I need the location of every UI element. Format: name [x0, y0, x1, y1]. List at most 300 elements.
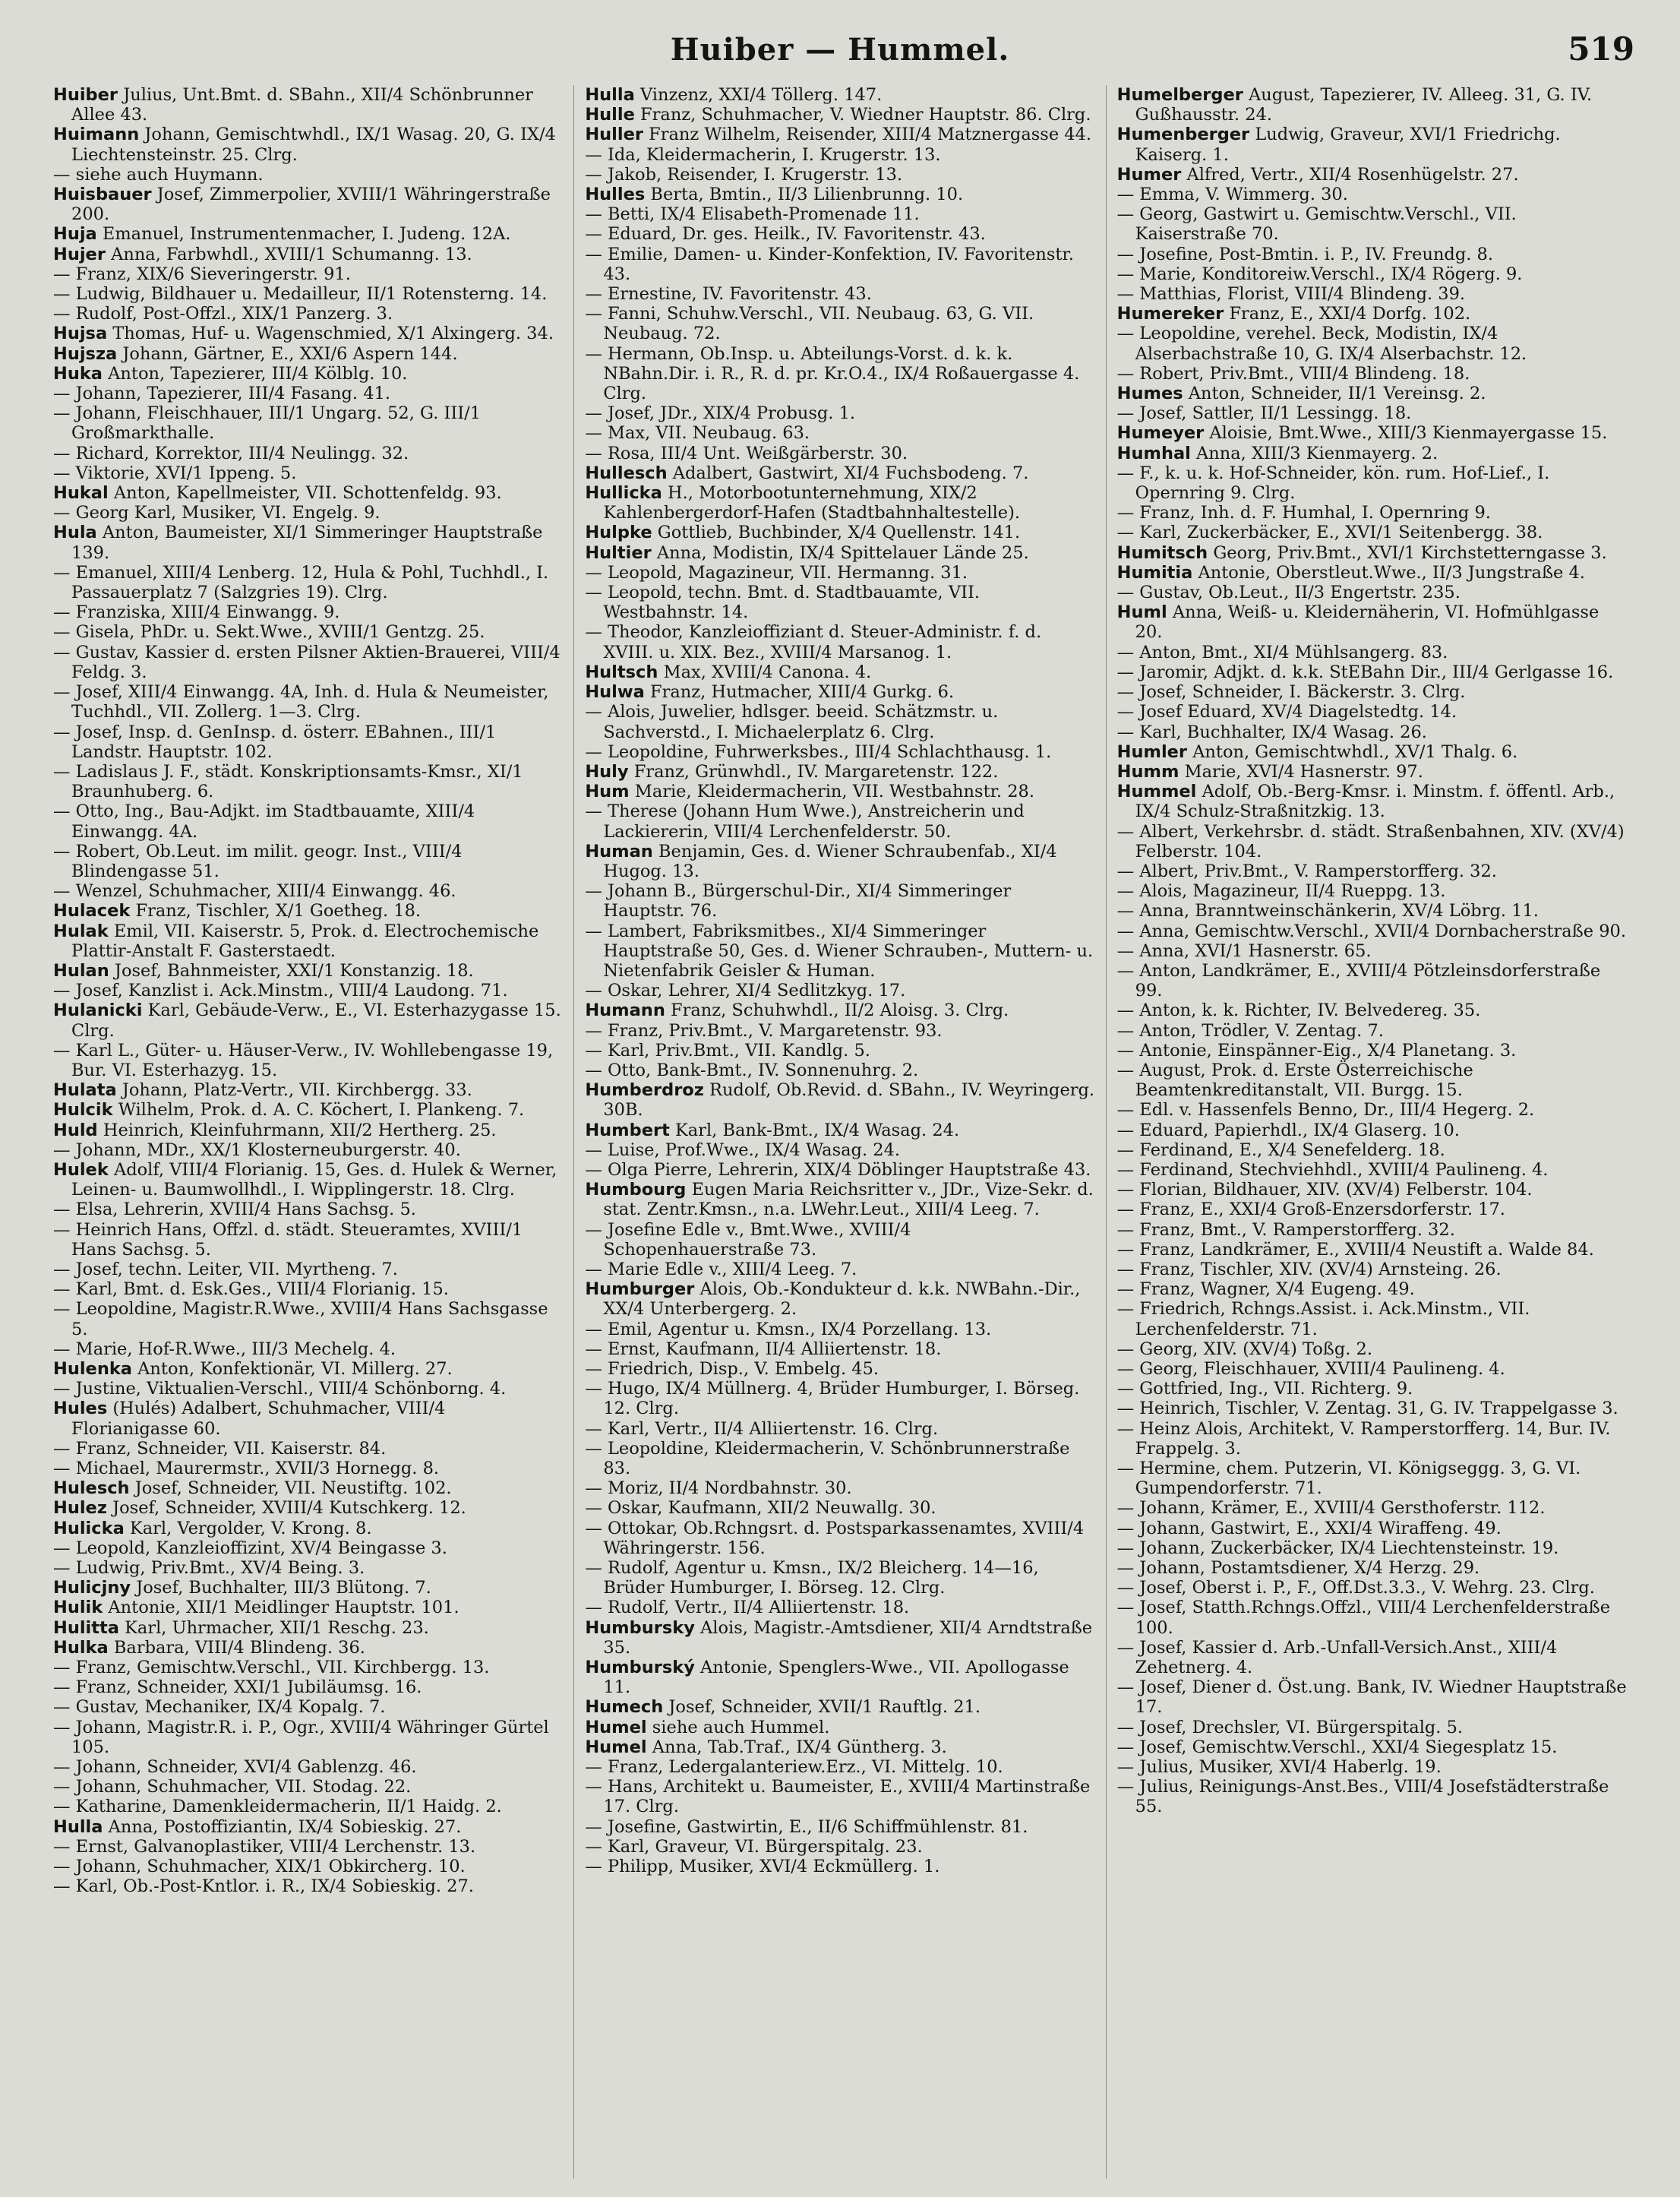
directory-entry — [1117, 881, 1627, 901]
directory-entry — [53, 622, 563, 642]
directory-entry — [53, 1638, 563, 1658]
entry-text: — Eduard, Dr. ges. Heilk., IV. Favoritenstr. 43. — [585, 224, 986, 245]
directory-entry — [1117, 1757, 1627, 1777]
directory-entry — [585, 1498, 1094, 1518]
directory-entry — [1117, 782, 1627, 821]
entry-surname: Huml — [1116, 602, 1167, 623]
entry-surname: Hujsza — [53, 343, 118, 364]
directory-entry — [53, 1797, 563, 1816]
entry-surname: Hultsch — [585, 662, 658, 682]
entry-text: — Franz, Ledergalanteriew.Erz., VI. Mittelg. 10. — [585, 1757, 1003, 1778]
directory-entry — [53, 1459, 563, 1478]
entry-text: — Johann B., Bürgerschul-Dir., XI/4 Simmeringer Hauptstr. 76. — [585, 881, 1012, 921]
entry-surname: Humel — [585, 1737, 647, 1757]
entry-text: — Anna, XVI/1 Hasnerstr. 65. — [1116, 940, 1372, 961]
directory-entry — [53, 523, 563, 562]
entry-text: — Emanuel, XIII/4 Lenberg. 12, Hula & Pohl, Tuchhdl., I. Passauerplatz 7 (Salzgries 19). Clrg. — [53, 562, 549, 603]
directory-entry — [585, 1519, 1094, 1558]
directory-entry — [53, 224, 563, 244]
entry-text: — Emil, Agentur u. Kmsn., IX/4 Porzellang. 13. — [585, 1319, 992, 1339]
directory-entry — [1117, 1459, 1627, 1498]
entry-text: — F., k. u. k. Hof-Schneider, kön. rum. Hof-Lief., I. Opernring 9. Clrg. — [1116, 463, 1550, 504]
directory-entry — [585, 782, 1094, 801]
directory-entry — [1117, 1578, 1627, 1598]
directory-entry — [585, 1598, 1094, 1617]
directory-entry — [585, 1837, 1094, 1857]
entry-text: — Ludwig, Priv.Bmt., XV/4 Being. 3. — [53, 1558, 365, 1579]
directory-entry — [585, 125, 1094, 144]
directory-entry — [53, 881, 563, 901]
directory-entry — [1117, 444, 1627, 463]
directory-entry — [585, 842, 1094, 881]
directory-entry — [585, 1080, 1094, 1120]
directory-entry — [585, 204, 1094, 224]
directory-entry — [1117, 403, 1627, 423]
directory-entry — [53, 842, 563, 881]
directory-entry — [1117, 543, 1627, 563]
directory-entry — [1117, 1100, 1627, 1120]
entry-surname: Hultier — [585, 542, 652, 563]
entry-surname: Hulanicki — [53, 1001, 143, 1021]
entry-text: Anna, Tab.Traf., IX/4 Güntherg. 3. — [652, 1737, 947, 1757]
entry-surname: Hulla — [585, 85, 635, 105]
entry-text: — Karl, Ob.-Post-Kntlor. i. R., IX/4 Sobieskig. 27. — [53, 1876, 474, 1897]
directory-entry — [585, 1001, 1094, 1020]
entry-text: — Betti, IX/4 Elisabeth-Promenade 11. — [585, 204, 920, 225]
entry-text: — Gustav, Mechaniker, IX/4 Kopalg. 7. — [53, 1697, 386, 1718]
entry-text: Anna, Farbwhdl., XVIII/1 Schumanng. 13. — [111, 244, 472, 264]
entry-text: — Josef, Gemischtw.Verschl., XXI/4 Siegesplatz 15. — [1116, 1737, 1558, 1757]
entry-text: — Karl, Buchhalter, IX/4 Wasag. 26. — [1116, 722, 1427, 742]
directory-entry — [1117, 722, 1627, 742]
directory-entry — [1117, 1558, 1627, 1578]
directory-entry — [1117, 1160, 1627, 1180]
directory-entry — [1117, 1021, 1627, 1041]
directory-entry — [1117, 1399, 1627, 1418]
entry-surname: Hukal — [53, 483, 109, 504]
entry-text: — Georg, Fleischhauer, XVIII/4 Paulineng. 4. — [1116, 1359, 1505, 1379]
entry-text: Georg, Priv.Bmt., XVI/1 Kirchstetterngasse 3. — [1213, 542, 1607, 563]
entry-text: — Ernst, Galvanoplastiker, VIII/4 Lerchenstr. 13. — [53, 1836, 476, 1857]
entry-text: — Johann, Schuhmacher, XIX/1 Obkircherg. 10. — [53, 1857, 466, 1877]
directory-entry — [53, 1399, 563, 1438]
directory-entry — [585, 284, 1094, 304]
entry-text: — Josef, Statth.Rchngs.Offzl., VIII/4 Lerchenfelderstraße 100. — [1116, 1598, 1611, 1638]
directory-entry — [585, 1320, 1094, 1339]
entry-text: — Franz, Priv.Bmt., V. Margaretenstr. 93. — [585, 1020, 943, 1041]
entry-text: — Josef, XIII/4 Einwangg. 4A, Inh. d. Hula & Neumeister, Tuchhdl., VII. Zollerg. 1—3. Clrg. — [53, 682, 549, 722]
entry-surname: Huisbauer — [53, 185, 152, 205]
directory-entry — [53, 125, 563, 164]
directory-entry — [53, 444, 563, 463]
directory-entry — [585, 224, 1094, 244]
entry-text: — Leopoldine, Kleidermacherin, V. Schönbrunnerstraße 83. — [585, 1438, 1070, 1479]
entry-text: Anton, Konfektionär, VI. Millerg. 27. — [137, 1359, 453, 1379]
entry-text: — Marie, Konditoreiw.Verschl., IX/4 Rögerg. 9. — [1116, 264, 1523, 284]
directory-entry — [53, 1001, 563, 1040]
entry-surname: Humburger — [585, 1279, 695, 1300]
entry-text: Josef, Schneider, VII. Neustiftg. 102. — [134, 1478, 452, 1499]
directory-entry — [1117, 324, 1627, 363]
directory-entry — [1117, 165, 1627, 185]
entry-text: — Leopold, techn. Bmt. d. Stadtbauamte, VII. Westbahnstr. 14. — [585, 583, 981, 623]
directory-entry — [53, 1100, 563, 1120]
entry-text: — Franz, Schneider, XXI/1 Jubiläumsg. 16. — [53, 1677, 422, 1698]
entry-text: — Emma, V. Wimmerg. 30. — [1116, 185, 1348, 205]
directory-entry — [53, 1757, 563, 1777]
entry-text: — Anton, Bmt., XI/4 Mühlsangerg. 83. — [1116, 642, 1448, 662]
entry-text: Anton, Kapellmeister, VII. Schottenfeldg. 93. — [113, 483, 502, 504]
entry-surname: Huka — [53, 363, 103, 384]
directory-entry — [1117, 304, 1627, 324]
entry-surname: Humm — [1116, 761, 1179, 782]
entry-text: H., Motorbootunternehmung, XIX/2 Kahlenbergerdorf-Hafen (Stadtbahnhaltestelle). — [603, 483, 1021, 523]
directory-entry — [53, 1538, 563, 1558]
entry-text: — Philipp, Musiker, XVI/4 Eckmüllerg. 1. — [585, 1857, 940, 1877]
directory-entry — [1117, 1061, 1627, 1100]
entry-text: — Josefine Edle v., Bmt.Wwe., XVIII/4 Schopenhauerstraße 73. — [585, 1219, 911, 1260]
directory-entry — [53, 364, 563, 384]
entry-surname: Humhal — [1116, 443, 1191, 463]
entry-text: — Josef, Kassier d. Arb.-Unfall-Versich.Anst., XIII/4 Zehetnerg. 4. — [1116, 1637, 1558, 1678]
entry-text: Anna, Modistin, IX/4 Spittelauer Lände 25. — [656, 542, 1029, 563]
entry-surname: Hulles — [585, 185, 646, 205]
directory-entry — [1117, 204, 1627, 244]
directory-entry — [53, 901, 563, 921]
directory-entry — [585, 682, 1094, 702]
entry-text: — Josef, Schneider, I. Bäckerstr. 3. Clrg. — [1116, 682, 1466, 703]
directory-entry — [53, 324, 563, 343]
directory-entry — [585, 245, 1094, 284]
entry-text: — Josef, Drechsler, VI. Bürgerspitalg. 5. — [1116, 1717, 1464, 1737]
directory-entry — [53, 165, 563, 185]
directory-entry — [585, 1757, 1094, 1777]
directory-entry — [53, 1160, 563, 1200]
entry-surname: Humbourg — [585, 1180, 687, 1200]
entry-text: — Georg, Gastwirt u. Gemischtw.Verschl., VII. Kaiserstraße 70. — [1116, 204, 1517, 245]
entry-surname: Hulle — [585, 105, 635, 125]
directory-entry — [1117, 1538, 1627, 1558]
entry-surname: Humler — [1116, 741, 1188, 762]
entry-text: — Ernestine, IV. Favoritenstr. 43. — [585, 284, 872, 305]
column-2 — [573, 85, 1105, 2179]
directory-entry — [53, 1379, 563, 1399]
directory-entry — [585, 1220, 1094, 1260]
directory-entry — [53, 1876, 563, 1896]
entry-text: — Johann, Postamtsdiener, X/4 Herzg. 29. — [1116, 1558, 1480, 1579]
entry-text: — Gottfried, Ing., VII. Richterg. 9. — [1116, 1379, 1413, 1399]
entry-text: — Julius, Musiker, XVI/4 Haberlg. 19. — [1116, 1757, 1442, 1778]
entry-text: — Ida, Kleidermacherin, I. Krugerstr. 13. — [585, 144, 941, 165]
directory-entry — [53, 185, 563, 224]
entry-text: Antonie, Spenglers-Wwe., VII. Apollogasse 11. — [603, 1658, 1069, 1698]
entry-text: — Josef, Sattler, II/1 Lessingg. 18. — [1116, 403, 1412, 424]
directory-entry — [53, 643, 563, 682]
directory-entry — [53, 1658, 563, 1677]
entry-text: — Josef, techn. Leiter, VII. Myrtheng. 7. — [53, 1259, 398, 1279]
entry-surname: Hulicka — [53, 1518, 125, 1538]
entry-text: — Heinrich Hans, Offzl. d. städt. Steueramtes, XVIII/1 Hans Sachsg. 5. — [53, 1219, 523, 1260]
directory-entry — [1117, 284, 1627, 304]
entry-text: — Johann, Gastwirt, E., XXI/4 Wiraffeng. 49. — [1116, 1518, 1502, 1538]
directory-entry — [53, 1578, 563, 1598]
directory-entry — [585, 1140, 1094, 1160]
entry-text: — Leopoldine, Magistr.R.Wwe., XVIII/4 Hans Sachsgasse 5. — [53, 1299, 548, 1339]
entry-text: Anna, Weiß- u. Kleidernäherin, VI. Hofmühlgasse 20. — [1135, 602, 1599, 643]
directory-entry — [1117, 1121, 1627, 1140]
entry-text: — Hugo, IX/4 Müllnerg. 4, Brüder Humburger, I. Börseg. 12. Clrg. — [585, 1379, 1080, 1419]
entry-surname: Humeyer — [1116, 423, 1205, 444]
entry-text: — Justine, Viktualien-Verschl., VIII/4 Schönborng. 4. — [53, 1379, 507, 1399]
entry-surname: Hulek — [53, 1159, 109, 1180]
entry-text: — Moriz, II/4 Nordbahnstr. 30. — [585, 1478, 852, 1499]
entry-text: — Max, VII. Neubaug. 63. — [585, 423, 810, 444]
entry-text: — Katharine, Damenkleidermacherin, II/1 Haidg. 2. — [53, 1797, 502, 1817]
directory-entry — [53, 403, 563, 443]
entry-text: Karl, Bank-Bmt., IX/4 Wasag. 24. — [675, 1120, 960, 1140]
directory-entry — [1117, 1498, 1627, 1518]
entry-surname: Humenberger — [1116, 125, 1250, 145]
entry-text: Josef, Schneider, XVII/1 Rauftlg. 21. — [668, 1697, 981, 1718]
entry-surname: Humer — [1116, 164, 1182, 185]
directory-entry — [585, 583, 1094, 622]
entry-text: — Johann, Magistr.R. i. P., Ogr., XVIII/4 Währinger Gürtel 105. — [53, 1717, 549, 1757]
entry-text: Anna, Postoffiziantin, IX/4 Sobieskig. 27. — [108, 1816, 462, 1837]
directory-entry — [53, 1677, 563, 1697]
entry-text: — Anna, Gemischtw.Verschl., XVII/4 Dornbacherstraße 90. — [1116, 921, 1626, 941]
directory-entry — [585, 662, 1094, 682]
directory-entry — [585, 1718, 1094, 1737]
directory-entry — [585, 1339, 1094, 1359]
entry-text: August, Tapezierer, IV. Alleeg. 31, G. IV. Gußhausstr. 24. — [1135, 85, 1593, 125]
entry-text: Anton, Baumeister, XI/1 Simmeringer Hauptstraße 139. — [71, 523, 543, 563]
directory-entry — [1117, 1240, 1627, 1260]
directory-entry — [585, 1737, 1094, 1757]
entry-text: — Robert, Priv.Bmt., VIII/4 Blindeng. 18. — [1116, 363, 1470, 384]
directory-entry — [1117, 1359, 1627, 1379]
entry-text: Wilhelm, Prok. d. A. C. Köchert, I. Plankeng. 7. — [118, 1100, 525, 1121]
entry-text: Josef, Bahnmeister, XXI/1 Konstanzig. 18. — [114, 960, 474, 981]
entry-surname: Huimann — [53, 125, 140, 145]
entry-text: Antonie, Oberstleut.Wwe., II/3 Jungstraße 4. — [1198, 562, 1585, 583]
directory-entry — [53, 304, 563, 324]
entry-text: Karl, Gebäude-Verw., E., VI. Esterhazygasse 15. Clrg. — [71, 1001, 561, 1041]
directory-entry — [585, 1817, 1094, 1837]
entry-text: Rudolf, Ob.Revid. d. SBahn., IV. Weyringerg. 30B. — [603, 1080, 1095, 1121]
entry-surname: Hum — [585, 782, 630, 802]
entry-text: — Lambert, Fabriksmitbes., XI/4 Simmeringer Hauptstraße 50, Ges. d. Wiener Schrauben-, Muttern- u. Nietenfabrik Geisler & Human. — [585, 921, 1094, 981]
entry-text: — Gustav, Kassier d. ersten Pilsner Aktien-Brauerei, VIII/4 Feldg. 3. — [53, 642, 561, 682]
entry-surname: Huly — [585, 761, 629, 782]
directory-entry — [53, 921, 563, 961]
entry-text: — Johann, Fleischhauer, III/1 Ungarg. 52, G. III/1 Großmarkthalle. — [53, 403, 482, 444]
directory-entry — [1117, 463, 1627, 503]
directory-entry — [1117, 921, 1627, 941]
entry-surname: Hulwa — [585, 682, 645, 703]
directory-entry — [585, 463, 1094, 483]
directory-entry — [1117, 1140, 1627, 1160]
directory-entry — [585, 344, 1094, 404]
entry-text: siehe auch Hummel. — [652, 1717, 830, 1737]
directory-entry — [585, 105, 1094, 125]
directory-entry — [53, 1857, 563, 1876]
entry-text: — Ferdinand, E., X/4 Senefelderg. 18. — [1116, 1140, 1445, 1160]
directory-entry — [53, 961, 563, 981]
entry-text: — Franz, E., XXI/4 Groß-Enzersdorferstr. 17. — [1116, 1200, 1505, 1220]
entry-text: — Rudolf, Post-Offzl., XIX/1 Panzerg. 3. — [53, 304, 393, 324]
directory-entry — [585, 1419, 1094, 1439]
directory-entry — [585, 165, 1094, 185]
entry-text: Aloisie, Bmt.Wwe., XIII/3 Kienmayergasse 15. — [1209, 423, 1608, 444]
entry-surname: Hujsa — [53, 324, 108, 344]
directory-entry — [585, 1857, 1094, 1876]
entry-text: — Rudolf, Vertr., II/4 Alliiertenstr. 18. — [585, 1598, 910, 1618]
entry-text: — Robert, Ob.Leut. im milit. geogr. Inst., VIII/4 Blindengasse 51. — [53, 841, 463, 881]
directory-entry — [585, 1618, 1094, 1658]
entry-text: Franz, E., XXI/4 Dorfg. 102. — [1229, 304, 1471, 324]
entry-surname: Hulicjny — [53, 1578, 131, 1598]
entry-text: — Wenzel, Schuhmacher, XIII/4 Einwangg. 46. — [53, 881, 456, 902]
directory-entry — [53, 284, 563, 304]
directory-entry — [1117, 1677, 1627, 1717]
directory-entry — [585, 1439, 1094, 1478]
directory-entry — [53, 1837, 563, 1857]
entry-text: — Alois, Magazineur, II/4 Rueppg. 13. — [1116, 881, 1446, 902]
entry-surname: Hulka — [53, 1637, 109, 1658]
entry-text: Barbara, VIII/4 Blindeng. 36. — [113, 1637, 365, 1658]
entry-text: — Otto, Ing., Bau-Adjkt. im Stadtbauamte, XIII/4 Einwangg. 4A. — [53, 801, 475, 842]
directory-entry — [1117, 423, 1627, 443]
entry-surname: Humberdroz — [585, 1080, 704, 1101]
directory-entry — [585, 1021, 1094, 1041]
entry-text: — Ferdinand, Stechviehhdl., XVIII/4 Paulineng. 4. — [1116, 1159, 1549, 1180]
entry-surname: Hujer — [53, 244, 106, 264]
entry-text: — siehe auch Huymann. — [53, 164, 264, 185]
entry-surname: Humereker — [1116, 304, 1224, 324]
entry-surname: Humech — [585, 1697, 664, 1718]
directory-entry — [585, 1160, 1094, 1180]
directory-entry — [53, 1140, 563, 1160]
entry-text: — Oskar, Lehrer, XI/4 Sedlitzkyg. 17. — [585, 981, 906, 1001]
entry-text: — Johann, MDr., XX/1 Klosterneuburgerstr. 40. — [53, 1140, 461, 1160]
entry-surname: Humbursky — [585, 1617, 695, 1638]
directory-entry — [1117, 1718, 1627, 1737]
directory-entry — [585, 1379, 1094, 1418]
entry-surname: Hulpke — [585, 523, 652, 543]
entry-text: — Josef, JDr., XIX/4 Probusg. 1. — [585, 403, 856, 424]
entry-surname: Hulata — [53, 1080, 117, 1101]
directory-entry — [1117, 583, 1627, 602]
entry-text: Ludwig, Graveur, XVI/1 Friedrichg. Kaiserg. 1. — [1135, 125, 1561, 165]
entry-text: — Heinz Alois, Architekt, V. Ramperstorfferg. 14, Bur. IV. Frappelg. 3. — [1116, 1418, 1611, 1459]
entry-text: — Michael, Maurermstr., XVII/3 Hornegg. 8. — [53, 1459, 440, 1479]
entry-text: Thomas, Huf- u. Wagenschmied, X/1 Alxingerg. 34. — [112, 324, 554, 344]
directory-entry — [1117, 1041, 1627, 1061]
entry-surname: Hummel — [1116, 782, 1197, 802]
entry-text: Anton, Tapezierer, III/4 Kölblg. 10. — [108, 363, 408, 384]
entry-text: — Ludwig, Bildhauer u. Medailleur, II/1 Rotensterng. 14. — [53, 284, 548, 305]
entry-text: — Olga Pierre, Lehrerin, XIX/4 Döblinger Hauptstraße 43. — [585, 1159, 1091, 1180]
entry-text: — Friedrich, Disp., V. Embelg. 45. — [585, 1359, 879, 1379]
directory-entry — [585, 1697, 1094, 1717]
entry-text: — Leopold, Kanzleioffizint, XV/4 Beingasse 3. — [53, 1538, 447, 1558]
directory-entry — [1117, 1519, 1627, 1538]
entry-text: Alfred, Vertr., XII/4 Rosenhügelstr. 27. — [1186, 164, 1519, 185]
directory-entry — [1117, 1180, 1627, 1200]
directory-entry — [585, 483, 1094, 523]
entry-surname: Huja — [53, 224, 97, 245]
entry-text: Marie, Kleidermacherin, VII. Westbahnstr. 28. — [634, 782, 1034, 802]
directory-entry — [1117, 1379, 1627, 1399]
directory-entry — [585, 1658, 1094, 1697]
directory-entry — [53, 1220, 563, 1260]
directory-entry — [1117, 563, 1627, 583]
entry-surname: Humann — [585, 1001, 665, 1021]
entry-text: Josef, Zimmerpolier, XVIII/1 Währingerstraße 200. — [71, 185, 551, 225]
entry-text: — Franz, Schneider, VII. Kaiserstr. 84. — [53, 1438, 387, 1459]
directory-entry — [53, 1339, 563, 1359]
entry-text: — Josefine, Post-Bmtin. i. P., IV. Freundg. 8. — [1116, 244, 1494, 264]
entry-text: — Karl, Bmt. d. Esk.Ges., VIII/4 Florianig. 15. — [53, 1279, 449, 1300]
entry-text: Anton, Schneider, II/1 Vereinsg. 2. — [1188, 384, 1486, 404]
entry-text: Benjamin, Ges. d. Wiener Schraubenfab., XI/4 Hugog. 13. — [603, 841, 1057, 881]
page-number: 519 — [1568, 30, 1634, 68]
entry-text: Marie, XVI/4 Hasnerstr. 97. — [1184, 761, 1423, 782]
entry-text: — Jaromir, Adjkt. d. k.k. StEBahn Dir., III/4 Gerlgasse 16. — [1116, 662, 1614, 682]
directory-entry — [53, 1618, 563, 1638]
entry-text: Franz, Schuhwhdl., II/2 Aloisg. 3. Clrg. — [671, 1001, 1009, 1021]
entry-text: Berta, Bmtin., II/3 Lilienbrunng. 10. — [650, 185, 964, 205]
directory-entry — [53, 981, 563, 1001]
column-1 — [43, 85, 573, 2179]
entry-text: — Jakob, Reisender, I. Krugerstr. 13. — [585, 164, 903, 185]
directory-entry — [585, 801, 1094, 841]
entry-text: — Josef, Kanzlist i. Ack.Minstm., VIII/4 Laudong. 71. — [53, 981, 508, 1001]
entry-text: — Theodor, Kanzleioffiziant d. Steuer-Administr. f. d. XVIII. u. XIX. Bez., XVIII/4 Marsanog. 1. — [585, 622, 1042, 662]
entry-text: Adolf, Ob.-Berg-Kmsr. i. Minstm. f. öffentl. Arb., IX/4 Schulz-Straßnitzkig. 13. — [1135, 782, 1615, 822]
entry-text: Gottlieb, Buchbinder, X/4 Quellenstr. 141. — [657, 523, 1021, 543]
entry-text: — Matthias, Florist, VIII/4 Blindeng. 39. — [1116, 284, 1466, 305]
directory-entry — [585, 543, 1094, 563]
entry-text: — Hermann, Ob.Insp. u. Abteilungs-Vorst. d. k. k. NBahn.Dir. i. R., R. d. pr. Kr.O.4., IX/4 Roßauergasse 4. Clrg. — [585, 343, 1080, 404]
entry-text: — Richard, Korrektor, III/4 Neulingg. 32. — [53, 443, 409, 463]
entry-text: — Johann, Krämer, E., XVIII/4 Gersthoferstr. 112. — [1116, 1498, 1546, 1519]
entry-surname: Hulesch — [53, 1478, 130, 1499]
directory-entry — [1117, 662, 1627, 682]
directory-entry — [53, 1478, 563, 1498]
directory-entry — [1117, 384, 1627, 403]
entry-text: — Eduard, Papierhdl., IX/4 Glaserg. 10. — [1116, 1120, 1460, 1140]
directory-entry — [53, 1260, 563, 1279]
entry-text: — Karl, Priv.Bmt., VII. Kandlg. 5. — [585, 1040, 870, 1061]
entry-text: Karl, Vergolder, V. Krong. 8. — [129, 1518, 372, 1538]
entry-text: Franz, Grünwhdl., IV. Margaretenstr. 122. — [633, 761, 999, 782]
directory-entry — [53, 563, 563, 602]
entry-text: — Anton, Trödler, V. Zentag. 7. — [1116, 1020, 1384, 1041]
entry-text: — Josef Eduard, XV/4 Diagelstedtg. 14. — [1116, 702, 1457, 722]
directory-entry — [585, 563, 1094, 583]
entry-text: — Emilie, Damen- u. Kinder-Konfektion, IV. Favoritenstr. 43. — [585, 244, 1074, 284]
directory-entry — [53, 1817, 563, 1837]
directory-entry — [1117, 762, 1627, 782]
directory-entry — [1117, 1598, 1627, 1637]
entry-text: — Edl. v. Hassenfels Benno, Dr., III/4 Hegerg. 2. — [1116, 1100, 1535, 1121]
entry-text: — Franz, Landkrämer, E., XVIII/4 Neustift a. Walde 84. — [1116, 1239, 1594, 1260]
directory-entry — [585, 304, 1094, 343]
directory-entry — [1117, 1638, 1627, 1677]
entry-surname: Hules — [53, 1399, 108, 1419]
directory-entry — [585, 881, 1094, 921]
